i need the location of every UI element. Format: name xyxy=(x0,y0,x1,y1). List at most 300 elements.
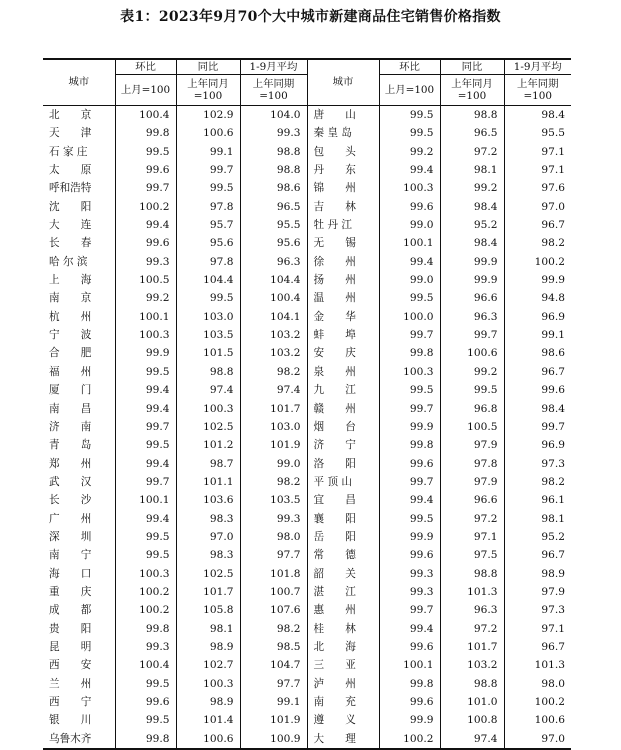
left-ytd-cell: 104.4 xyxy=(240,271,307,289)
right-city-cell: 温 州 xyxy=(307,289,379,307)
left-mom-cell: 99.3 xyxy=(115,638,176,656)
right-yoy-cell: 99.5 xyxy=(440,381,504,399)
right-city-cell: 南 充 xyxy=(307,693,379,711)
left-ytd-cell: 103.2 xyxy=(240,344,307,362)
right-mom-cell: 99.4 xyxy=(379,253,440,271)
right-mom-cell: 99.5 xyxy=(379,106,440,125)
left-yoy-cell: 98.7 xyxy=(176,455,240,473)
right-city-cell: 赣 州 xyxy=(307,400,379,418)
table-row xyxy=(43,326,571,344)
left-city-cell: 广 州 xyxy=(43,510,115,528)
right-city-cell: 韶 关 xyxy=(307,565,379,583)
right-yoy-cell: 100.8 xyxy=(440,711,504,729)
table-row xyxy=(43,418,571,436)
table-row xyxy=(43,436,571,454)
right-city-cell: 大 理 xyxy=(307,730,379,749)
left-city-cell: 北 京 xyxy=(43,106,115,125)
right-ytd-cell: 98.4 xyxy=(541,109,565,121)
right-mom-cell: 99.9 xyxy=(379,711,440,729)
right-mom-cell: 99.6 xyxy=(379,198,440,216)
right-ytd-cell: 97.1 xyxy=(541,145,565,158)
right-yoy-cell: 97.2 xyxy=(440,143,504,161)
left-city-cell: 西 宁 xyxy=(43,693,115,711)
right-mom-cell: 99.9 xyxy=(379,528,440,546)
right-mom-cell: 99.0 xyxy=(379,271,440,289)
table-row xyxy=(43,711,571,729)
table-row xyxy=(43,124,571,142)
right-ytd-cell: 98.9 xyxy=(541,567,565,580)
right-mom-cell: 99.4 xyxy=(379,620,440,638)
right-ytd-cell: 99.9 xyxy=(541,274,565,287)
header-ytd-right: 1-9月平均 xyxy=(504,59,571,75)
left-mom-cell: 100.3 xyxy=(115,326,176,344)
right-ytd-cell: 97.6 xyxy=(541,182,565,195)
left-ytd-cell: 103.5 xyxy=(240,491,307,509)
right-yoy-cell: 96.6 xyxy=(440,289,504,307)
left-mom-cell: 99.4 xyxy=(115,400,176,418)
header-yoy-right: 同比 xyxy=(440,59,504,75)
left-yoy-cell: 102.5 xyxy=(176,418,240,436)
left-city-cell: 海 口 xyxy=(43,565,115,583)
left-mom-cell: 99.5 xyxy=(115,436,176,454)
table-row xyxy=(43,234,571,252)
left-ytd-cell: 98.2 xyxy=(240,363,307,381)
right-city-cell: 安 庆 xyxy=(307,344,379,362)
right-ytd-cell: 96.1 xyxy=(541,494,565,507)
left-mom-cell: 99.4 xyxy=(115,455,176,473)
right-mom-cell: 100.3 xyxy=(379,363,440,381)
right-ytd-cell: 97.9 xyxy=(541,585,565,598)
left-yoy-cell: 98.9 xyxy=(176,693,240,711)
left-city-cell: 西 安 xyxy=(43,656,115,674)
right-city-cell: 宜 昌 xyxy=(307,491,379,509)
left-yoy-cell: 101.7 xyxy=(176,583,240,601)
left-city-cell: 呼和浩特 xyxy=(43,179,115,197)
right-city-cell: 蚌 埠 xyxy=(307,326,379,344)
left-yoy-cell: 97.8 xyxy=(176,198,240,216)
left-ytd-cell: 97.7 xyxy=(240,675,307,693)
right-city-cell: 北 海 xyxy=(307,638,379,656)
table-row xyxy=(43,289,571,307)
right-city-cell: 徐 州 xyxy=(307,253,379,271)
left-yoy-cell: 102.5 xyxy=(176,565,240,583)
right-city-cell: 湛 江 xyxy=(307,583,379,601)
right-city-cell: 常 德 xyxy=(307,546,379,564)
left-ytd-cell: 99.0 xyxy=(240,455,307,473)
right-city-cell: 济 宁 xyxy=(307,436,379,454)
right-mom-cell: 99.4 xyxy=(379,491,440,509)
left-city-cell: 乌鲁木齐 xyxy=(43,730,115,749)
table-row xyxy=(43,583,571,601)
header-yoy-base-left: 上年同月 =100 xyxy=(176,75,240,106)
table-row xyxy=(43,308,571,326)
table-row xyxy=(43,216,571,234)
left-mom-cell: 99.8 xyxy=(115,620,176,638)
right-mom-cell: 100.3 xyxy=(379,179,440,197)
right-yoy-cell: 98.4 xyxy=(440,198,504,216)
left-mom-cell: 99.4 xyxy=(115,216,176,234)
header-city-right: 城市 xyxy=(307,59,379,106)
left-city-cell: 贵 阳 xyxy=(43,620,115,638)
right-mom-cell: 99.3 xyxy=(379,583,440,601)
left-yoy-cell: 99.5 xyxy=(176,179,240,197)
right-yoy-cell: 96.6 xyxy=(440,491,504,509)
left-yoy-cell: 100.3 xyxy=(176,400,240,418)
right-ytd-cell: 97.1 xyxy=(541,622,565,635)
left-yoy-cell: 95.7 xyxy=(176,216,240,234)
right-ytd-cell: 100.2 xyxy=(534,255,565,268)
right-yoy-cell: 96.8 xyxy=(440,400,504,418)
table-row xyxy=(43,253,571,271)
right-yoy-cell: 101.3 xyxy=(440,583,504,601)
left-yoy-cell: 99.5 xyxy=(176,289,240,307)
right-yoy-cell: 100.5 xyxy=(440,418,504,436)
right-ytd-cell: 95.2 xyxy=(541,530,565,543)
right-mom-cell: 99.0 xyxy=(379,216,440,234)
left-yoy-cell: 101.5 xyxy=(176,344,240,362)
right-ytd-cell: 99.6 xyxy=(541,384,565,397)
right-ytd-cell: 97.0 xyxy=(541,200,565,213)
right-mom-cell: 99.4 xyxy=(379,161,440,179)
right-yoy-cell: 97.8 xyxy=(440,455,504,473)
header-ytd-base-right: 上年同期 =100 xyxy=(504,75,571,106)
table-row xyxy=(43,143,571,161)
table-row xyxy=(43,565,571,583)
right-ytd-cell: 95.5 xyxy=(541,127,565,140)
left-ytd-cell: 98.2 xyxy=(240,473,307,491)
left-ytd-cell: 101.7 xyxy=(240,400,307,418)
left-yoy-cell: 98.9 xyxy=(176,638,240,656)
left-city-cell: 沈 阳 xyxy=(43,198,115,216)
right-city-cell: 三 亚 xyxy=(307,656,379,674)
left-ytd-cell: 98.6 xyxy=(240,179,307,197)
header-yoy-base-right: 上年同月 =100 xyxy=(440,75,504,106)
left-yoy-cell: 100.6 xyxy=(176,730,240,749)
header-mom-right: 环比 xyxy=(379,59,440,75)
right-city-cell: 锦 州 xyxy=(307,179,379,197)
left-city-cell: 郑 州 xyxy=(43,455,115,473)
header-ytd-left: 1-9月平均 xyxy=(240,59,307,75)
right-city-cell: 包 头 xyxy=(307,143,379,161)
right-ytd-cell: 96.7 xyxy=(541,549,565,562)
left-ytd-cell: 104.1 xyxy=(240,308,307,326)
left-mom-cell: 99.9 xyxy=(115,344,176,362)
right-mom-cell: 99.7 xyxy=(379,400,440,418)
left-ytd-cell: 104.7 xyxy=(240,656,307,674)
left-mom-cell: 99.8 xyxy=(115,124,176,142)
right-ytd-cell: 97.0 xyxy=(541,732,565,745)
left-mom-cell: 99.2 xyxy=(115,289,176,307)
right-city-cell: 遵 义 xyxy=(307,711,379,729)
right-yoy-cell: 101.0 xyxy=(440,693,504,711)
left-city-cell: 宁 波 xyxy=(43,326,115,344)
left-yoy-cell: 97.0 xyxy=(176,528,240,546)
left-ytd-cell: 98.5 xyxy=(240,638,307,656)
left-mom-cell: 99.6 xyxy=(115,693,176,711)
right-city-cell: 吉 林 xyxy=(307,198,379,216)
left-city-cell: 上 海 xyxy=(43,271,115,289)
left-city-cell: 哈 尔 滨 xyxy=(43,253,115,271)
table-row xyxy=(43,106,571,125)
left-yoy-cell: 97.4 xyxy=(176,381,240,399)
right-yoy-cell: 95.2 xyxy=(440,216,504,234)
left-yoy-cell: 100.6 xyxy=(176,124,240,142)
left-city-cell: 南 宁 xyxy=(43,546,115,564)
table-row xyxy=(43,198,571,216)
table-row xyxy=(43,381,571,399)
left-ytd-cell: 98.2 xyxy=(240,620,307,638)
right-yoy-cell: 99.9 xyxy=(440,271,504,289)
left-city-cell: 济 南 xyxy=(43,418,115,436)
left-yoy-cell: 105.8 xyxy=(176,601,240,619)
right-yoy-cell: 97.5 xyxy=(440,546,504,564)
left-mom-cell: 100.2 xyxy=(115,198,176,216)
left-ytd-cell: 101.9 xyxy=(240,711,307,729)
left-yoy-cell: 101.1 xyxy=(176,473,240,491)
right-yoy-cell: 98.8 xyxy=(440,106,504,125)
right-ytd-cell: 98.2 xyxy=(541,475,565,488)
left-city-cell: 石 家 庄 xyxy=(43,143,115,161)
left-mom-cell: 100.4 xyxy=(115,656,176,674)
left-yoy-cell: 103.6 xyxy=(176,491,240,509)
left-mom-cell: 99.3 xyxy=(115,253,176,271)
right-mom-cell: 100.2 xyxy=(379,730,440,749)
right-ytd-cell: 98.0 xyxy=(541,677,565,690)
left-mom-cell: 99.6 xyxy=(115,234,176,252)
price-index-table xyxy=(43,58,571,750)
left-city-cell: 武 汉 xyxy=(43,473,115,491)
table-row xyxy=(43,179,571,197)
left-mom-cell: 100.3 xyxy=(115,565,176,583)
right-city-cell: 无 锡 xyxy=(307,234,379,252)
right-city-cell: 泉 州 xyxy=(307,363,379,381)
left-ytd-cell: 103.2 xyxy=(240,326,307,344)
right-mom-cell: 100.1 xyxy=(379,234,440,252)
right-ytd-cell: 101.3 xyxy=(534,659,565,672)
right-city-cell: 丹 东 xyxy=(307,161,379,179)
table-row xyxy=(43,363,571,381)
header-mom-left: 环比 xyxy=(115,59,176,75)
right-yoy-cell: 96.3 xyxy=(440,308,504,326)
right-city-cell: 金 华 xyxy=(307,308,379,326)
right-ytd-cell: 98.6 xyxy=(541,347,565,360)
table-row xyxy=(43,620,571,638)
left-ytd-cell: 100.7 xyxy=(240,583,307,601)
left-yoy-cell: 101.4 xyxy=(176,711,240,729)
right-city-cell: 扬 州 xyxy=(307,271,379,289)
left-mom-cell: 100.4 xyxy=(115,106,176,125)
left-mom-cell: 100.2 xyxy=(115,601,176,619)
left-city-cell: 银 川 xyxy=(43,711,115,729)
left-ytd-cell: 101.9 xyxy=(240,436,307,454)
right-yoy-cell: 99.2 xyxy=(440,179,504,197)
header-ytd-base-left: 上年同期 =100 xyxy=(240,75,307,106)
left-mom-cell: 99.8 xyxy=(115,730,176,749)
right-mom-cell: 99.8 xyxy=(379,436,440,454)
table-row xyxy=(43,693,571,711)
left-city-cell: 合 肥 xyxy=(43,344,115,362)
right-mom-cell: 99.5 xyxy=(379,510,440,528)
table-body xyxy=(43,106,571,750)
right-mom-cell: 99.6 xyxy=(379,455,440,473)
table-row xyxy=(43,730,571,749)
left-yoy-cell: 102.7 xyxy=(176,656,240,674)
left-city-cell: 长 春 xyxy=(43,234,115,252)
table-row xyxy=(43,638,571,656)
left-mom-cell: 100.1 xyxy=(115,308,176,326)
left-city-cell: 昆 明 xyxy=(43,638,115,656)
left-city-cell: 厦 门 xyxy=(43,381,115,399)
left-yoy-cell: 95.6 xyxy=(176,234,240,252)
right-ytd-cell: 98.2 xyxy=(541,237,565,250)
right-mom-cell: 100.1 xyxy=(379,656,440,674)
left-city-cell: 兰 州 xyxy=(43,675,115,693)
right-ytd-cell: 96.7 xyxy=(541,365,565,378)
left-yoy-cell: 103.0 xyxy=(176,308,240,326)
left-yoy-cell: 101.2 xyxy=(176,436,240,454)
left-ytd-cell: 104.0 xyxy=(240,106,307,125)
left-city-cell: 杭 州 xyxy=(43,308,115,326)
left-mom-cell: 99.5 xyxy=(115,546,176,564)
right-yoy-cell: 96.3 xyxy=(440,601,504,619)
page-title: 表1：2023年9月70个大中城市新建商品住宅销售价格指数 xyxy=(120,9,501,25)
right-mom-cell: 99.6 xyxy=(379,546,440,564)
left-city-cell: 长 沙 xyxy=(43,491,115,509)
right-yoy-cell: 97.2 xyxy=(440,510,504,528)
left-ytd-cell: 101.8 xyxy=(240,565,307,583)
right-mom-cell: 99.8 xyxy=(379,344,440,362)
right-yoy-cell: 97.1 xyxy=(440,528,504,546)
right-yoy-cell: 98.4 xyxy=(440,234,504,252)
right-yoy-cell: 99.2 xyxy=(440,363,504,381)
right-ytd-cell: 96.7 xyxy=(541,219,565,232)
right-mom-cell: 99.8 xyxy=(379,675,440,693)
right-ytd-cell: 96.7 xyxy=(541,640,565,653)
left-ytd-cell: 96.3 xyxy=(240,253,307,271)
left-city-cell: 南 昌 xyxy=(43,400,115,418)
table-row xyxy=(43,344,571,362)
right-yoy-cell: 100.6 xyxy=(440,344,504,362)
right-city-cell: 桂 林 xyxy=(307,620,379,638)
table-row xyxy=(43,675,571,693)
right-mom-cell: 99.7 xyxy=(379,473,440,491)
right-mom-cell: 99.3 xyxy=(379,565,440,583)
right-mom-cell: 99.5 xyxy=(379,381,440,399)
left-mom-cell: 99.5 xyxy=(115,143,176,161)
left-yoy-cell: 103.5 xyxy=(176,326,240,344)
left-ytd-cell: 99.1 xyxy=(240,693,307,711)
left-city-cell: 天 津 xyxy=(43,124,115,142)
right-ytd-cell: 94.8 xyxy=(541,292,565,305)
left-yoy-cell: 99.7 xyxy=(176,161,240,179)
left-ytd-cell: 100.4 xyxy=(240,289,307,307)
left-city-cell: 重 庆 xyxy=(43,583,115,601)
left-ytd-cell: 98.0 xyxy=(240,528,307,546)
left-mom-cell: 99.5 xyxy=(115,528,176,546)
left-mom-cell: 99.4 xyxy=(115,381,176,399)
left-ytd-cell: 97.4 xyxy=(240,381,307,399)
left-mom-cell: 100.1 xyxy=(115,491,176,509)
right-ytd-cell: 98.1 xyxy=(541,512,565,525)
left-city-cell: 南 京 xyxy=(43,289,115,307)
right-yoy-cell: 103.2 xyxy=(440,656,504,674)
right-mom-cell: 99.7 xyxy=(379,601,440,619)
right-city-cell: 洛 阳 xyxy=(307,455,379,473)
right-ytd-cell: 97.3 xyxy=(541,457,565,470)
table-row xyxy=(43,491,571,509)
right-city-cell: 牡 丹 江 xyxy=(307,216,379,234)
left-mom-cell: 99.5 xyxy=(115,363,176,381)
right-ytd-cell: 97.3 xyxy=(541,604,565,617)
right-city-cell: 惠 州 xyxy=(307,601,379,619)
right-ytd-cell: 97.1 xyxy=(541,164,565,177)
right-ytd-cell: 96.9 xyxy=(541,439,565,452)
header-yoy-left: 同比 xyxy=(176,59,240,75)
left-ytd-cell: 99.3 xyxy=(240,510,307,528)
table-row xyxy=(43,510,571,528)
left-ytd-cell: 98.8 xyxy=(240,161,307,179)
table-row xyxy=(43,400,571,418)
left-mom-cell: 99.7 xyxy=(115,179,176,197)
left-mom-cell: 100.2 xyxy=(115,583,176,601)
left-ytd-cell: 99.3 xyxy=(240,124,307,142)
table-row xyxy=(43,473,571,491)
right-yoy-cell: 101.7 xyxy=(440,638,504,656)
left-yoy-cell: 98.1 xyxy=(176,620,240,638)
left-city-cell: 福 州 xyxy=(43,363,115,381)
right-city-cell: 九 江 xyxy=(307,381,379,399)
right-ytd-cell: 99.7 xyxy=(541,420,565,433)
right-yoy-cell: 98.8 xyxy=(440,565,504,583)
left-city-cell: 深 圳 xyxy=(43,528,115,546)
right-yoy-cell: 98.1 xyxy=(440,161,504,179)
right-city-cell: 泸 州 xyxy=(307,675,379,693)
right-city-cell: 襄 阳 xyxy=(307,510,379,528)
right-yoy-cell: 97.9 xyxy=(440,436,504,454)
right-yoy-cell: 96.5 xyxy=(440,124,504,142)
header-city-left: 城市 xyxy=(43,59,115,106)
left-city-cell: 太 原 xyxy=(43,161,115,179)
right-mom-cell: 99.9 xyxy=(379,418,440,436)
left-city-cell: 大 连 xyxy=(43,216,115,234)
left-yoy-cell: 98.3 xyxy=(176,510,240,528)
right-ytd-cell: 99.1 xyxy=(541,329,565,342)
table-row xyxy=(43,161,571,179)
right-yoy-cell: 97.9 xyxy=(440,473,504,491)
left-yoy-cell: 104.4 xyxy=(176,271,240,289)
right-yoy-cell: 97.2 xyxy=(440,620,504,638)
right-yoy-cell: 99.7 xyxy=(440,326,504,344)
left-city-cell: 青 岛 xyxy=(43,436,115,454)
table-row xyxy=(43,455,571,473)
right-mom-cell: 99.5 xyxy=(379,289,440,307)
right-yoy-cell: 99.9 xyxy=(440,253,504,271)
left-mom-cell: 99.5 xyxy=(115,711,176,729)
right-mom-cell: 99.2 xyxy=(379,143,440,161)
left-ytd-cell: 107.6 xyxy=(240,601,307,619)
left-yoy-cell: 100.3 xyxy=(176,675,240,693)
left-mom-cell: 99.7 xyxy=(115,418,176,436)
left-mom-cell: 99.7 xyxy=(115,473,176,491)
left-ytd-cell: 100.9 xyxy=(240,730,307,749)
left-mom-cell: 99.5 xyxy=(115,675,176,693)
left-yoy-cell: 102.9 xyxy=(176,106,240,125)
right-mom-cell: 99.5 xyxy=(379,124,440,142)
table-row xyxy=(43,601,571,619)
left-mom-cell: 100.5 xyxy=(115,271,176,289)
left-ytd-cell: 95.5 xyxy=(240,216,307,234)
table-row xyxy=(43,656,571,674)
